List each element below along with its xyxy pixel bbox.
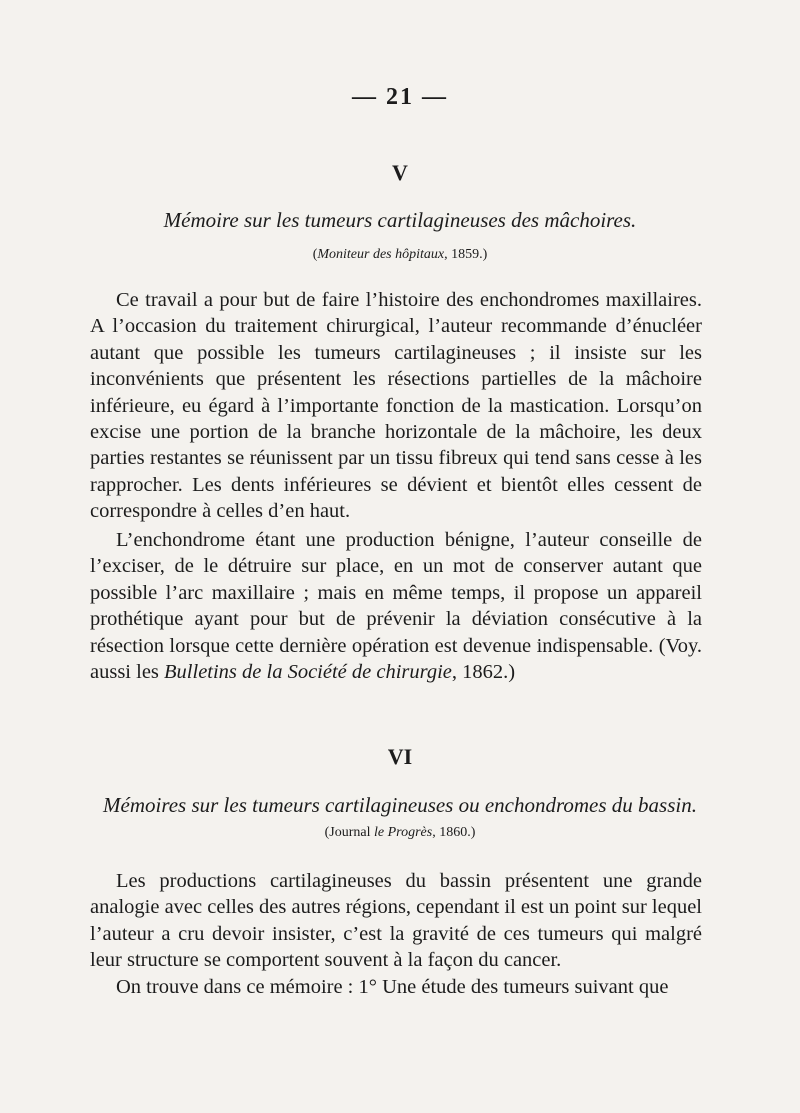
voy-suffix: , 1862.) — [451, 661, 516, 684]
voy-prefix: (Voy. aussi les — [90, 634, 703, 684]
voy-title: Bulletins de la Société de chirurgie — [164, 661, 452, 684]
section-v-paragraph-2-text: L’enchondrome étant une production bénigne, l’auteur conseille de l’exciser, de le détruire sur place, en un mot de conserver autant que possible l’arc maxillaire ; mais en même temps, il propose un appareil prothétique ayant pour but de prévenir la déviation consécutive à la résection lorsque cette dernière opération est devenue indispensable. — [90, 529, 702, 657]
section-v-paragraph-2 — [90, 527, 702, 685]
section-v-heading: V — [392, 160, 408, 185]
section-v-source: (Moniteur des hôpitaux, 1859.) — [312, 247, 488, 262]
section-vi-paragraph-2: On trouve dans ce mémoire : 1° Une étude des tumeurs suivant que — [116, 976, 669, 998]
section-v-title: Mémoire sur les tumeurs cartilagineuses des mâchoires. — [163, 208, 637, 232]
bleed-through-shadow — [95, 118, 715, 198]
page-number: — 21 — — [352, 84, 448, 110]
section-v-paragraph-1: Ce travail a pour but de faire l’histoire des enchondromes maxillaires. A l’occasion du traitement chirurgical, l’auteur recommande d’énucléer autant que possible les tumeurs cartilagineuses ; il insiste sur les inconvénients que présentent les résections partielles de la mâchoire inférieure, eu égard à l’importante fonction de la mastication. Lorsqu’on excise une portion de la branche horizontale de la mâchoire, les deux parties restantes se réunissent par un tissu fibreux qui tend sans cesse à les rapprocher. Les dents inférieures se dévient et bientôt elles cessent de correspondre à celles d’en haut. — [90, 289, 702, 523]
section-vi-source: (Journal le Progrès, 1860.) — [324, 825, 476, 840]
section-vi-heading: VI — [387, 744, 413, 769]
section-vi-paragraph-1: Les productions cartilagineuses du bassin présentent une grande analogie avec celles des autres régions, cependant il est un point sur lequel l’auteur a cru devoir insister, c’est la gravité de ces tumeurs qui malgré leur structure se comportent souvent à la façon du cancer. — [90, 870, 702, 972]
section-vi-title: Mémoires sur les tumeurs cartilagineuses ou enchondromes du bassin. — [103, 793, 697, 817]
